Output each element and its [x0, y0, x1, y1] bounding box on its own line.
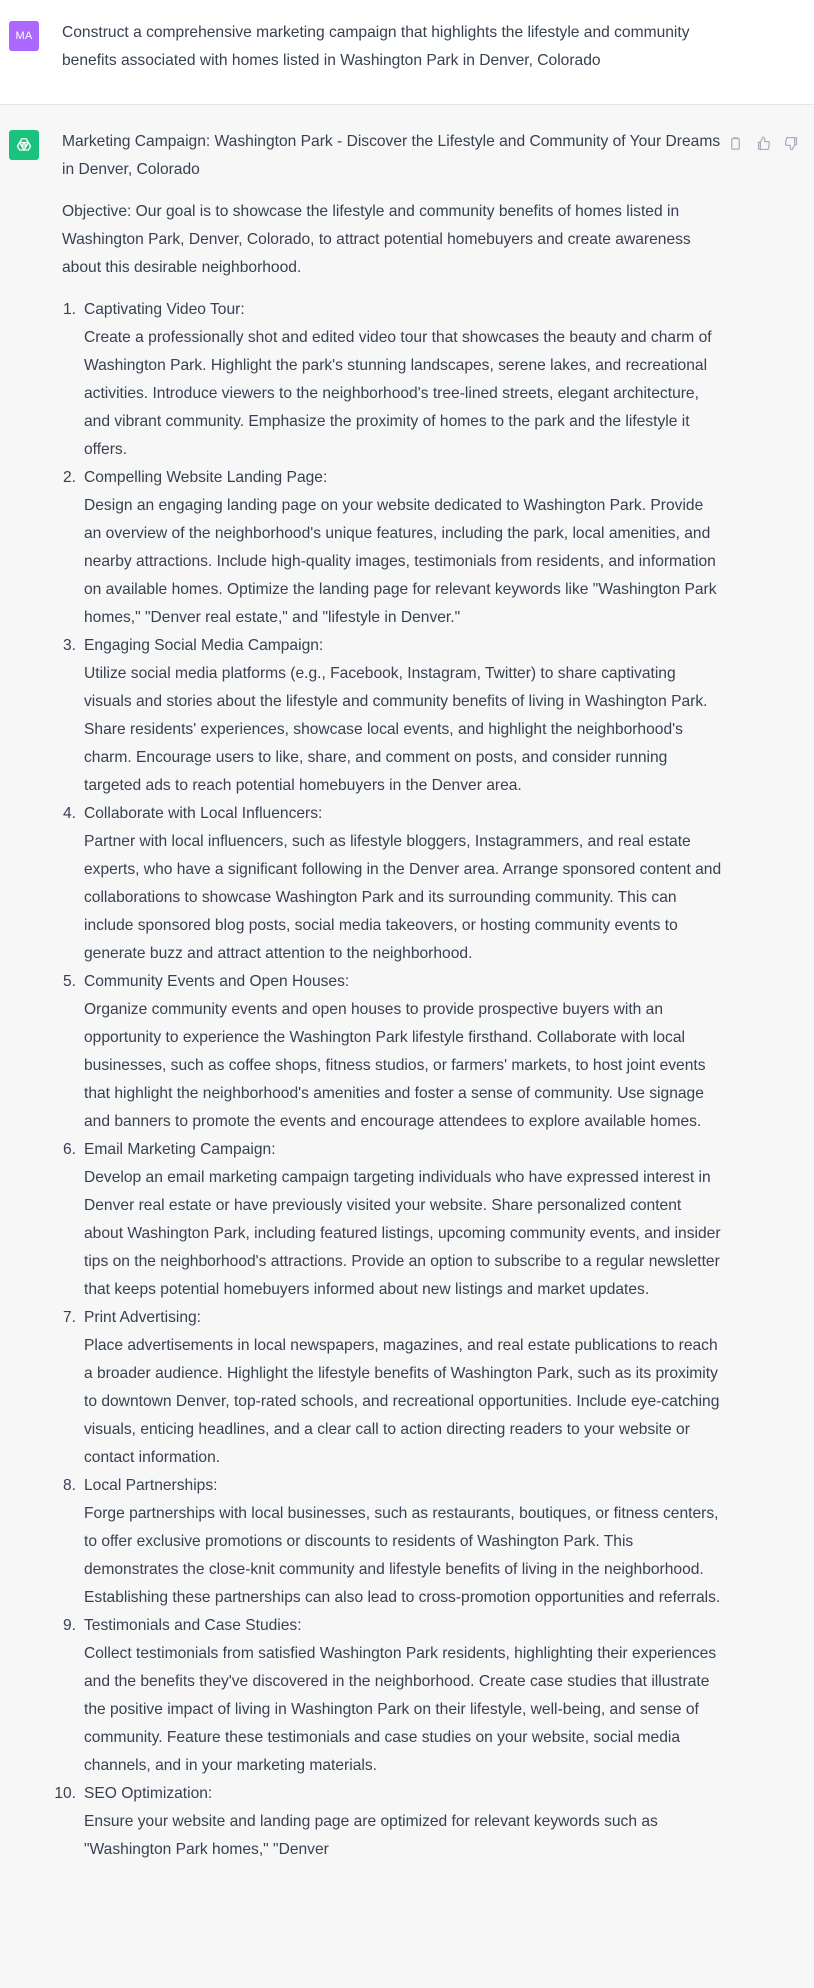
list-item	[62, 1136, 722, 1304]
campaign-title: Marketing Campaign: Washington Park - Discover the Lifestyle and Community of Your Dreams in Denver, Colorado	[62, 133, 721, 178]
step-heading: Print Advertising:	[84, 1309, 202, 1326]
list-item	[62, 1304, 722, 1472]
list-item	[62, 800, 722, 968]
assistant-avatar	[9, 130, 39, 160]
step-number: 5.	[62, 973, 76, 990]
step-number: 4.	[62, 805, 76, 822]
list-item	[54, 1780, 722, 1864]
message-actions	[724, 132, 802, 154]
step-heading: Email Marketing Campaign:	[84, 1141, 276, 1158]
step-heading: Testimonials and Case Studies:	[84, 1617, 302, 1634]
step-body: Partner with local influencers, such as lifestyle bloggers, Instagrammers, and real estate experts, who have a significant following in the Denver area. Arrange sponsored content and collaborations to showcase Washington Park and its surrounding community. This can include sponsored blog posts, social media takeovers, or hosting community events to generate buzz and attract attention to the neighborhood.	[84, 833, 722, 962]
step-body: Place advertisements in local newspapers, magazines, and real estate publications to reach a broader audience. Highlight the lifestyle benefits of Washington Park, such as its proximity to downtown Denver, top-rated schools, and recreational opportunities. Include eye-catching visuals, enticing headlines, and a clear call to action directing readers to your website or contact information.	[84, 1337, 720, 1466]
step-heading: Collaborate with Local Influencers:	[84, 805, 323, 822]
list-item	[62, 1612, 722, 1780]
step-heading: Community Events and Open Houses:	[84, 973, 350, 990]
step-number: 7.	[62, 1309, 76, 1326]
step-body: Design an engaging landing page on your website dedicated to Washington Park. Provide an overview of the neighborhood's unique features, including the park, local amenities, and nearby attractions. Include high-quality images, testimonials from residents, and information on available homes. Optimize the landing page for relevant keywords like "Washington Park homes," "Denver real estate," and "lifestyle in Denver."	[84, 497, 717, 626]
step-number: 8.	[62, 1477, 76, 1494]
assistant-message-content	[54, 128, 722, 1864]
campaign-steps-list	[54, 296, 722, 1864]
step-heading: Engaging Social Media Campaign:	[84, 637, 324, 654]
list-item	[62, 296, 722, 464]
campaign-objective: Objective: Our goal is to showcase the lifestyle and community benefits of homes listed in Washington Park, Denver, Colorado, to attract potential homebuyers and create awareness about this desirable neighborhood.	[62, 203, 691, 276]
step-number: 3.	[62, 637, 76, 654]
step-number: 1.	[62, 301, 76, 318]
assistant-message-row	[0, 106, 814, 1988]
step-heading: Compelling Website Landing Page:	[84, 469, 328, 486]
step-body: Utilize social media platforms (e.g., Facebook, Instagram, Twitter) to share captivating visuals and stories about the lifestyle and community benefits of living in Washington Park. Share residents' experiences, showcase local events, and highlight the neighborhood's charm. Encourage users to like, share, and comment on posts, and consider running targeted ads to reach potential homebuyers in the Denver area.	[84, 665, 708, 794]
step-number: 6.	[62, 1141, 76, 1158]
copy-icon	[728, 136, 743, 151]
thumbs-up-icon	[756, 136, 771, 151]
step-number: 9.	[62, 1617, 76, 1634]
thumbs-down-icon	[784, 136, 799, 151]
openai-logo-icon	[14, 135, 34, 155]
thumbs-down-button[interactable]	[780, 132, 802, 154]
user-message-text: Construct a comprehensive marketing campaign that highlights the lifestyle and community benefits associated with homes listed in Washington Park in Denver, Colorado	[62, 24, 690, 69]
list-item	[62, 968, 722, 1136]
step-heading: Captivating Video Tour:	[84, 301, 245, 318]
step-body: Ensure your website and landing page are optimized for relevant keywords such as "Washington Park homes," "Denver	[84, 1813, 658, 1858]
step-heading: Local Partnerships:	[84, 1477, 218, 1494]
step-heading: SEO Optimization:	[84, 1785, 213, 1802]
list-item	[62, 464, 722, 632]
list-item	[62, 1472, 722, 1612]
user-message-row	[0, 0, 814, 105]
copy-button[interactable]	[724, 132, 746, 154]
step-body: Forge partnerships with local businesses, such as restaurants, boutiques, or fitness centers, to offer exclusive promotions or discounts to residents of Washington Park. This demonstrates the close-knit community and lifestyle benefits of living in the neighborhood. Establishing these partnerships can also lead to cross-promotion opportunities and referrals.	[84, 1505, 721, 1606]
step-body: Collect testimonials from satisfied Washington Park residents, highlighting their experiences and the benefits they've discovered in the neighborhood. Create case studies that illustrate the positive impact of living in Washington Park on their lifestyle, well-being, and sense of community. Feature these testimonials and case studies on your website, social media channels, and in your marketing materials.	[84, 1645, 717, 1774]
thumbs-up-button[interactable]	[752, 132, 774, 154]
user-avatar: MA	[9, 21, 39, 51]
step-body: Create a professionally shot and edited video tour that showcases the beauty and charm of Washington Park. Highlight the park's stunning landscapes, serene lakes, and recreational activities. Introduce viewers to the neighborhood's tree-lined streets, elegant architecture, and vibrant community. Emphasize the proximity of homes to the park and the lifestyle it offers.	[84, 329, 712, 458]
step-body: Develop an email marketing campaign targeting individuals who have expressed interest in Denver real estate or have previously visited your website. Share personalized content about Washington Park, including featured listings, upcoming community events, and insider tips on the neighborhood's attractions. Provide an option to subscribe to a regular newsletter that keeps potential homebuyers informed about new listings and market updates.	[84, 1169, 721, 1298]
step-number: 10.	[54, 1785, 76, 1802]
step-body: Organize community events and open houses to provide prospective buyers with an opportunity to experience the Washington Park lifestyle firsthand. Collaborate with local businesses, such as coffee shops, fitness studios, or farmers' markets, to host joint events that highlight the neighborhood's amenities and foster a sense of community. Use signage and banners to promote the events and encourage attendees to explore available homes.	[84, 1001, 706, 1130]
list-item	[62, 632, 722, 800]
step-number: 2.	[62, 469, 76, 486]
